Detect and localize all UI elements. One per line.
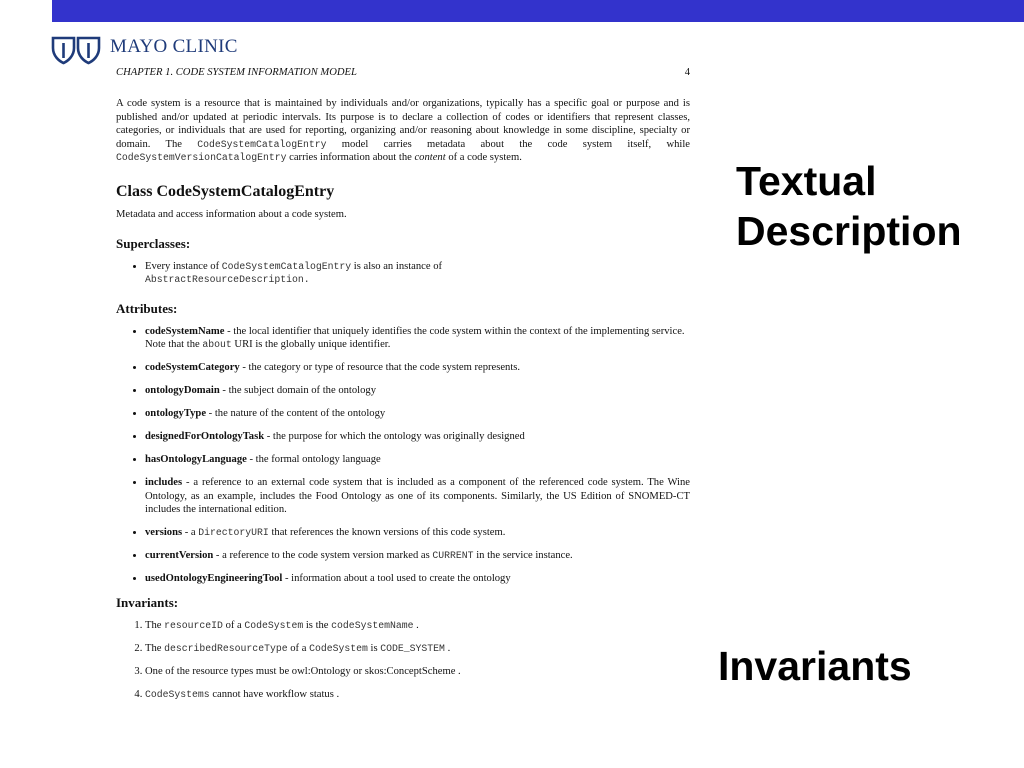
superclasses-heading: Superclasses:: [116, 235, 191, 251]
list-item: [145, 325, 690, 352]
invariant-text: is the: [303, 620, 332, 632]
attribute-text: that references the known versions of this code system.: [268, 527, 506, 539]
attribute-text: in the service instance.: [473, 550, 573, 562]
list-item: [145, 476, 690, 517]
running-head: [116, 66, 690, 80]
attribute-name: codeSystemCategory: [145, 362, 240, 374]
intro-text: of a code system.: [448, 152, 522, 164]
list-item: [145, 572, 690, 586]
list-item: [145, 260, 690, 287]
invariant-code: CodeSystem: [244, 620, 304, 632]
intro-paragraph: [116, 97, 690, 165]
attribute-name: usedOntologyEngineeringTool: [145, 573, 283, 585]
attribute-text: - information about a tool used to create the ontology: [282, 573, 511, 585]
item-code: AbstractResourceDescription.: [145, 274, 310, 286]
invariant-code: resourceID: [164, 620, 223, 632]
mayo-clinic-shield-icon: [50, 34, 102, 66]
list-item: [145, 384, 690, 398]
invariants-list: [116, 619, 690, 702]
invariant-text: cannot have workflow status .: [209, 689, 340, 701]
attribute-name: currentVersion: [145, 550, 214, 562]
invariant-code: CodeSystem: [309, 643, 368, 655]
attribute-name: ontologyType: [145, 408, 207, 420]
invariant-text: The: [145, 643, 165, 655]
list-item: [145, 619, 690, 633]
chapter-title: CHAPTER 1. CODE SYSTEM INFORMATION MODEL: [116, 67, 357, 78]
attribute-name: ontologyDomain: [145, 385, 220, 397]
list-item: [145, 665, 690, 679]
invariants-heading: Invariants:: [116, 595, 179, 611]
top-banner-bar: [52, 0, 1024, 22]
invariant-code: codeSystemName: [331, 620, 414, 632]
list-item: [145, 549, 690, 563]
attribute-text: - a: [182, 527, 199, 539]
mayo-clinic-logo: [50, 34, 238, 66]
logo-text: MAYO CLINIC: [110, 36, 238, 57]
attribute-name: hasOntologyLanguage: [145, 454, 247, 466]
intro-text: model carries metadata about the code system itself, while: [341, 138, 690, 150]
textual-description-callout: [736, 156, 1016, 256]
intro-code: CodeSystemCatalogEntry: [197, 138, 327, 150]
attribute-text: - a reference to the code system version marked as: [213, 550, 433, 562]
attribute-text: - the category or type of resource that the code system represents.: [239, 362, 521, 374]
attribute-name: codeSystemName: [145, 325, 225, 337]
list-item: [145, 407, 690, 421]
invariant-text: of a: [287, 643, 310, 655]
invariant-code: describedResourceType: [164, 643, 288, 655]
list-item: [145, 453, 690, 467]
list-item: [145, 430, 690, 444]
invariant-code: CodeSystems: [145, 689, 210, 701]
attribute-text: - the purpose for which the ontology was originally designed: [264, 431, 525, 443]
invariant-text: One of the resource types must be owl:Ontology or skos:ConceptScheme .: [145, 666, 461, 678]
class-description: Metadata and access information about a code system.: [116, 208, 347, 220]
list-item: [145, 526, 690, 540]
attribute-text: - the formal ontology language: [246, 454, 381, 466]
attribute-name: designedForOntologyTask: [145, 431, 265, 443]
attribute-text: - the local identifier that uniquely identifies the code system within the context of the implementing service. Note that the: [145, 325, 685, 351]
document-page: [116, 66, 690, 711]
attribute-text: - the subject domain of the ontology: [219, 385, 376, 397]
attribute-code: DirectoryURI: [198, 527, 269, 539]
attributes-heading: Attributes:: [116, 300, 178, 316]
superclasses-list: [116, 260, 690, 287]
attribute-code: about: [202, 339, 232, 351]
list-item: [145, 688, 690, 702]
callout-line: Textual: [736, 158, 877, 204]
list-item: [145, 642, 690, 656]
attributes-list: [116, 325, 690, 586]
page-number: 4: [684, 67, 690, 78]
callout-line: Description: [736, 208, 962, 254]
item-code: CodeSystemCatalogEntry: [221, 260, 352, 272]
intro-emphasis: content: [414, 152, 446, 164]
attribute-text: - a reference to an external code system that is included as a component of the referenced code system. The Wine Ontology, as an example, includes the Food Ontology as one of its components. Similarly, the US Edition of SNOMED-CT includes the international edition.: [145, 477, 690, 516]
intro-code: CodeSystemVersionCatalogEntry: [116, 152, 287, 164]
intro-text: A code system is a resource that is maintained by individuals and/or organizations, typically has a specific goal or purpose and is published and/or updated at periodic intervals. Its purpose is to declare a collection of codes or identifiers that represent classes, categories, or individuals that are used for reporting, organizing and/or reasoning about knowledge in some discipline, specialty or domain. The: [116, 98, 690, 150]
attribute-name: includes: [145, 477, 183, 489]
attribute-text: URI is the globally unique identifier.: [231, 339, 391, 351]
attribute-name: versions: [145, 527, 183, 539]
invariant-text: The: [145, 620, 165, 632]
item-text: is also an instance of: [353, 260, 443, 272]
list-item: [145, 361, 690, 375]
invariant-text: .: [413, 620, 419, 632]
invariant-code: CODE_SYSTEM: [380, 643, 445, 655]
attribute-code: CURRENT: [432, 550, 474, 562]
attribute-text: - the nature of the content of the ontology: [206, 408, 386, 420]
invariants-callout: Invariants: [718, 643, 912, 689]
invariant-text: .: [444, 643, 451, 655]
item-text: Every instance of: [145, 260, 220, 272]
invariant-text: of a: [222, 620, 245, 632]
invariant-text: is: [367, 643, 381, 655]
class-heading: Class CodeSystemCatalogEntry: [116, 182, 335, 200]
intro-text: carries information about the: [289, 152, 412, 164]
